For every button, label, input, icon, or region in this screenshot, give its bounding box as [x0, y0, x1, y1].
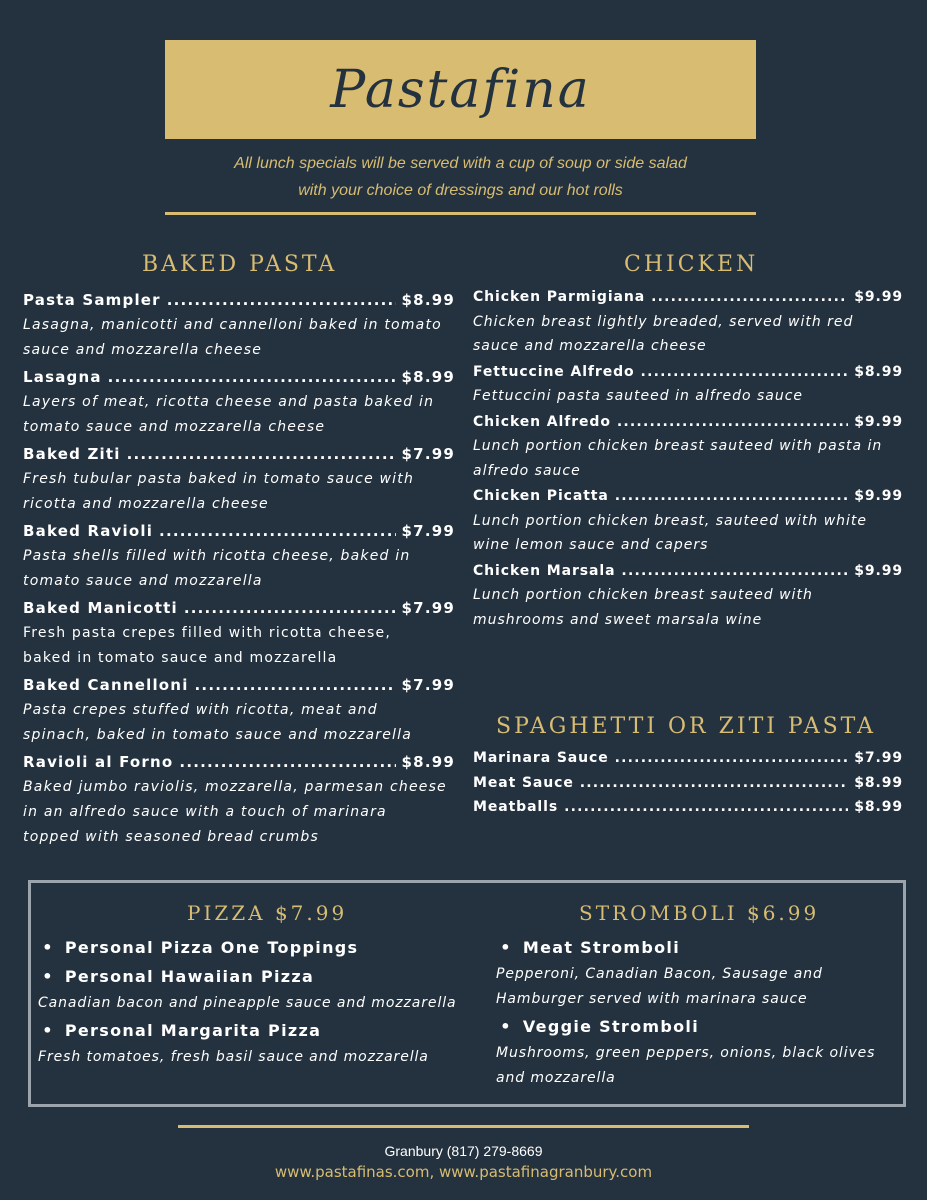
item-name: Meat Sauce: [473, 774, 574, 791]
item-name: Lasagna: [23, 368, 102, 386]
bullet-icon: •: [42, 967, 54, 986]
menu-item: [23, 672, 455, 748]
item-price: $8.99: [854, 363, 903, 380]
header-divider: [165, 212, 756, 215]
spaghetti-list: [473, 746, 903, 820]
leader-dots: [615, 484, 848, 509]
menu-item: [473, 559, 903, 633]
item-description: Pasta crepes stuffed with ricotta, meat and spinach, baked in tomato sauce and mozzarella: [23, 702, 413, 743]
menu-item: [473, 410, 903, 484]
item-description: Fettuccini pasta sauteed in alfredo sauce: [473, 388, 804, 404]
item-price: $7.99: [401, 676, 455, 694]
item-price: $9.99: [854, 488, 903, 504]
menu-item: [473, 771, 903, 796]
item-price: $7.99: [854, 750, 903, 766]
footer-phone: Granbury (817) 279-8669: [384, 1143, 543, 1159]
bullet-icon: •: [42, 938, 54, 957]
bullet-item: [38, 933, 488, 962]
item-description: Fresh tubular pasta baked in tomato sauce with ricotta and mozzarella cheese: [23, 471, 415, 512]
item-price: $8.99: [401, 753, 455, 771]
item-price: $8.99: [854, 774, 903, 791]
lunch-specials-note: [165, 150, 756, 204]
item-name: Pasta Sampler: [23, 291, 161, 309]
bullet-icon: •: [500, 1017, 512, 1036]
spaghetti-title: SPAGHETTI OR ZITI PASTA: [496, 714, 877, 739]
leader-dots: [159, 518, 396, 544]
leader-dots: [108, 364, 396, 390]
item-price: $9.99: [854, 289, 903, 305]
item-name: Fettuccine Alfredo: [473, 363, 635, 380]
item-name: Baked Cannelloni: [23, 676, 189, 694]
leader-dots: [615, 746, 849, 771]
bullet-icon: •: [500, 938, 512, 957]
restaurant-name: Pastafina: [330, 59, 591, 120]
item-description: Mushrooms, green peppers, onions, black olives and mozzarella: [496, 1045, 876, 1086]
item-name: Ravioli al Forno: [23, 753, 174, 771]
bullet-item: [38, 1016, 488, 1045]
item-price: $7.99: [401, 599, 455, 617]
menu-item: [23, 287, 455, 363]
item-price: $8.99: [401, 368, 455, 386]
leader-dots: [179, 749, 395, 775]
item-description: Layers of meat, ricotta cheese and pasta baked in tomato sauce and mozzarella cheese: [23, 394, 435, 435]
item-description: Fresh tomatoes, fresh basil sauce and mozzarella: [38, 1049, 429, 1065]
item-price: $7.99: [401, 445, 455, 463]
menu-item: [473, 795, 903, 820]
footer-divider: [178, 1125, 749, 1128]
item-name: Baked Ziti: [23, 445, 121, 463]
item-name: Veggie Stromboli: [522, 1017, 699, 1036]
leader-dots: [621, 559, 848, 584]
leader-dots: [127, 441, 396, 467]
item-description: Fresh pasta crepes filled with ricotta cheese, baked in tomato sauce and mozzarella: [23, 625, 391, 666]
pizza-list: [38, 933, 488, 1070]
bullet-item: [38, 962, 488, 991]
subtitle-line-1: All lunch specials will be served with a cup of soup or side salad: [234, 155, 687, 172]
leader-dots: [651, 285, 848, 310]
leader-dots: [564, 795, 848, 820]
item-name: Marinara Sauce: [473, 750, 609, 766]
item-description: Lasagna, manicotti and cannelloni baked in tomato sauce and mozzarella cheese: [23, 317, 442, 358]
item-price: $9.99: [854, 413, 903, 430]
item-name: Personal Hawaiian Pizza: [64, 967, 315, 986]
item-name: Baked Manicotti: [23, 599, 178, 617]
leader-dots: [167, 287, 396, 313]
item-price: $7.99: [401, 522, 455, 540]
stromboli-list: [496, 933, 901, 1091]
footer-websites[interactable]: www.pastafinas.com, www.pastafinagranbury.com: [274, 1163, 653, 1181]
menu-item: [473, 285, 903, 359]
item-description: Baked jumbo raviolis, mozzarella, parmesan cheese in an alfredo sauce with a touch of marinara topped with seasoned bread crumbs: [23, 779, 447, 845]
item-description: Lunch portion chicken breast sauteed with mushrooms and sweet marsala wine: [473, 587, 813, 628]
item-description: Lunch portion chicken breast, sauteed with white wine lemon sauce and capers: [473, 512, 868, 553]
chicken-list: [473, 285, 903, 633]
leader-dots: [580, 771, 848, 796]
subtitle-line-2: with your choice of dressings and our hot rolls: [298, 182, 623, 199]
stromboli-title: STROMBOLI $6.99: [579, 901, 820, 925]
baked-pasta-title: BAKED PASTA: [142, 252, 338, 277]
bullet-icon: •: [42, 1021, 54, 1040]
title-banner: [165, 40, 756, 139]
leader-dots: [641, 360, 849, 385]
item-name: Meatballs: [473, 799, 559, 815]
leader-dots: [195, 672, 396, 698]
item-name: Personal Pizza One Toppings: [64, 938, 359, 957]
item-name: Meat Stromboli: [522, 938, 681, 957]
leader-dots: [184, 595, 396, 621]
item-name: Personal Margarita Pizza: [64, 1021, 322, 1040]
item-description: Lunch portion chicken breast sauteed with pasta in alfredo sauce: [473, 438, 883, 479]
item-description: Pasta shells filled with ricotta cheese, baked in tomato sauce and mozzarella: [23, 548, 411, 589]
chicken-title: CHICKEN: [624, 252, 759, 277]
item-name: Chicken Picatta: [473, 488, 609, 504]
menu-item: [473, 746, 903, 771]
menu-item: [23, 364, 455, 440]
leader-dots: [617, 410, 848, 435]
pizza-title: PIZZA $7.99: [187, 901, 348, 925]
menu-item: [23, 518, 455, 594]
item-price: $9.99: [854, 562, 903, 579]
menu-item: [23, 441, 455, 517]
bullet-item: [496, 933, 901, 962]
item-name: Chicken Alfredo: [473, 413, 611, 430]
item-name: Chicken Parmigiana: [473, 289, 646, 305]
pizza-stromboli-box: [28, 880, 906, 1107]
menu-item: [473, 360, 903, 409]
item-description: Chicken breast lightly breaded, served with red sauce and mozzarella cheese: [473, 313, 854, 354]
menu-item: [23, 595, 455, 671]
menu-item: [473, 484, 903, 558]
item-description: Pepperoni, Canadian Bacon, Sausage and Hamburger served with marinara sauce: [496, 966, 823, 1007]
item-name: Baked Ravioli: [23, 522, 154, 540]
baked-pasta-list: [23, 287, 455, 851]
item-price: $8.99: [401, 291, 455, 309]
item-description: Canadian bacon and pineapple sauce and mozzarella: [38, 995, 457, 1011]
item-name: Chicken Marsala: [473, 562, 616, 579]
menu-item: [23, 749, 455, 850]
item-price: $8.99: [854, 799, 903, 815]
bullet-item: [496, 1012, 901, 1041]
